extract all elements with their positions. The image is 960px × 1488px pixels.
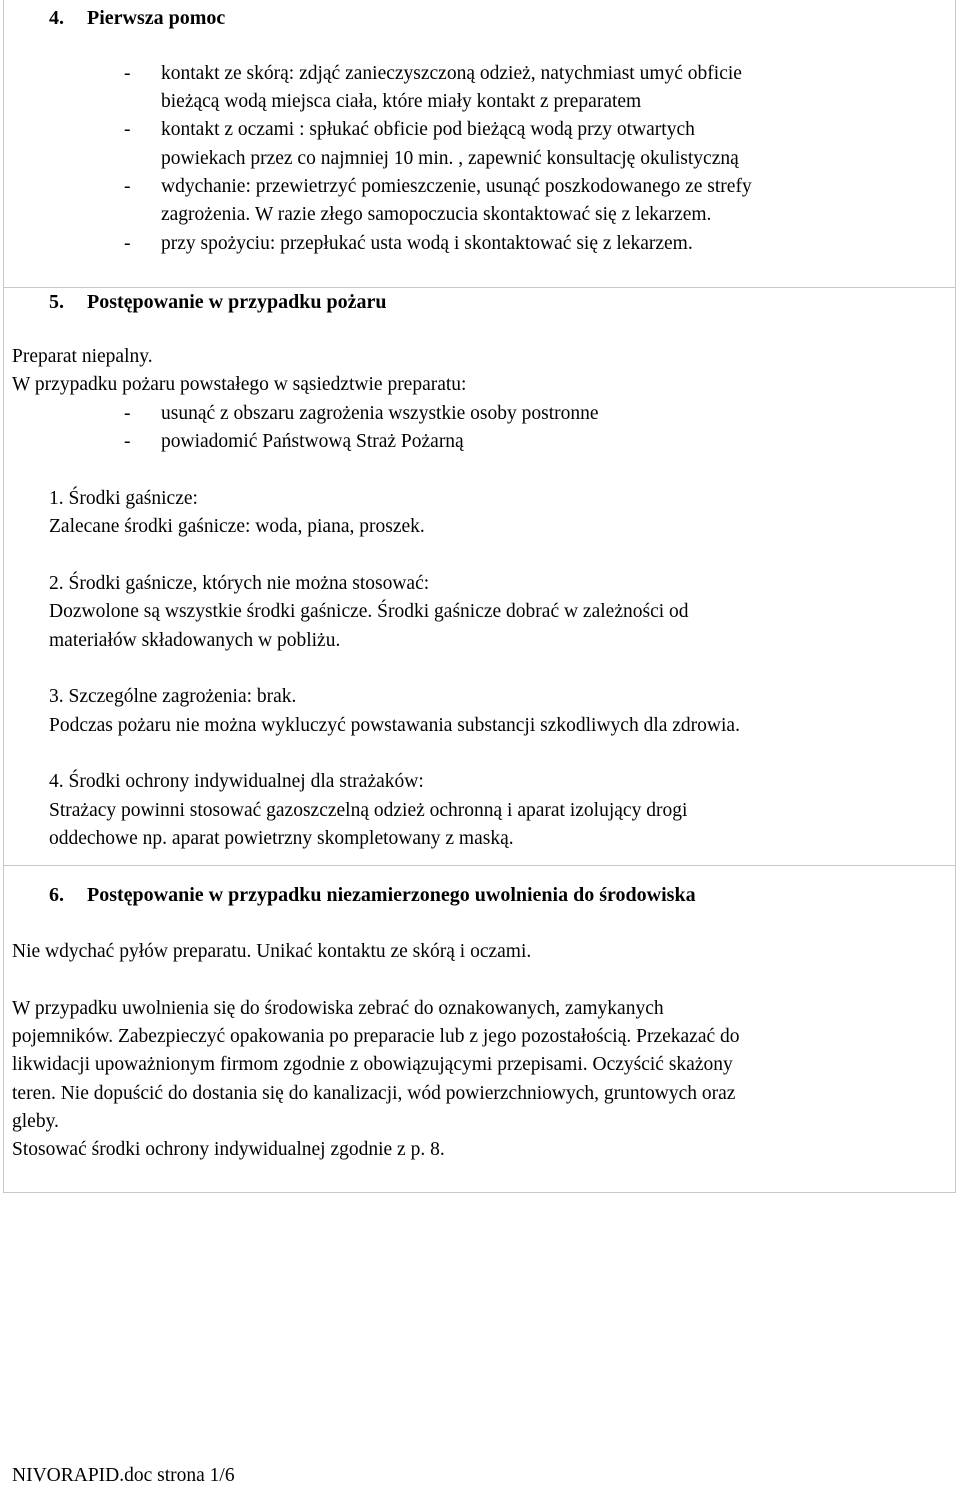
extinguishers-heading: 1. Środki gaśnicze: (49, 488, 198, 509)
section-6-number: 6. (49, 884, 64, 906)
section-5-heading (49, 288, 386, 316)
forbidden-extinguishers-line-2: materiałów składowanych w pobliżu. (49, 630, 341, 651)
release-para-2-line-3: likwidacji upoważnionym firmom zgodnie z obowiązującymi przepisami. Oczyścić skażony (12, 1054, 733, 1075)
firefighter-ppe-heading: 4. Środki ochrony indywidualnej dla strażaków: (49, 771, 424, 792)
release-para-2-line-2: pojemników. Zabezpieczyć opakowania po preparacie lub z jego pozostałością. Przekazać do (12, 1026, 740, 1047)
section-4-heading (49, 4, 225, 32)
section-4-title: Pierwsza pomoc (87, 7, 226, 29)
release-para-2-line-1: W przypadku uwolnienia się do środowiska zebrać do oznakowanych, zamykanych (12, 998, 664, 1019)
special-hazards-heading: 3. Szczególne zagrożenia: brak. (49, 686, 297, 707)
release-para-2-line-5: gleby. (12, 1111, 59, 1132)
bullet-4-3: - (124, 176, 131, 197)
bullet-4-1: - (124, 63, 131, 84)
first-aid-eyes-line-1: kontakt z oczami : spłukać obficie pod bieżącą wodą przy otwartych (161, 119, 695, 140)
first-aid-skin-line-2: bieżącą wodą miejsca ciała, które miały kontakt z preparatem (161, 91, 642, 112)
special-hazards-text: Podczas pożaru nie można wykluczyć powstawania substancji szkodliwych dla zdrowia. (49, 715, 740, 736)
fire-action-1: usunąć z obszaru zagrożenia wszystkie osoby postronne (161, 403, 599, 424)
release-para-1: Nie wdychać pyłów preparatu. Unikać kontaktu ze skórą i oczami. (12, 941, 532, 962)
extinguishers-text: Zalecane środki gaśnicze: woda, piana, proszek. (49, 516, 425, 537)
fire-intro-2: W przypadku pożaru powstałego w sąsiedztwie preparatu: (12, 374, 467, 395)
bullet-5-2: - (124, 431, 131, 452)
section-4-number: 4. (49, 7, 64, 29)
section-5-number: 5. (49, 291, 64, 313)
bullet-5-1: - (124, 403, 131, 424)
release-para-2-line-4: teren. Nie dopuścić do dostania się do kanalizacji, wód powierzchniowych, gruntowych oraz (12, 1083, 736, 1104)
firefighter-ppe-line-2: oddechowe np. aparat powietrzny skompletowany z maską. (49, 828, 514, 849)
section-6-title: Postępowanie w przypadku niezamierzonego uwolnienia do środowiska (87, 884, 696, 906)
bullet-4-4: - (124, 233, 131, 254)
firefighter-ppe-line-1: Strażacy powinni stosować gazoszczelną odzież ochronną i aparat izolujący drogi (49, 800, 688, 821)
section-6-heading (49, 881, 696, 909)
release-para-3: Stosować środki ochrony indywidualnej zgodnie z p. 8. (12, 1139, 445, 1160)
fire-intro-1: Preparat niepalny. (12, 346, 153, 367)
forbidden-extinguishers-line-1: Dozwolone są wszystkie środki gaśnicze. Środki gaśnicze dobrać w zależności od (49, 601, 689, 622)
first-aid-skin-line-1: kontakt ze skórą: zdjąć zanieczyszczoną odzież, natychmiast umyć obficie (161, 63, 742, 84)
bullet-4-2: - (124, 119, 131, 140)
fire-action-2: powiadomić Państwową Straż Pożarną (161, 431, 464, 452)
section-5-title: Postępowanie w przypadku pożaru (87, 291, 387, 313)
first-aid-eyes-line-2: powiekach przez co najmniej 10 min. , zapewnić konsultację okulistyczną (161, 148, 739, 169)
forbidden-extinguishers-heading: 2. Środki gaśnicze, których nie można stosować: (49, 573, 430, 594)
first-aid-inhalation-line-2: zagrożenia. W razie złego samopoczucia skontaktować się z lekarzem. (161, 204, 712, 225)
first-aid-inhalation-line-1: wdychanie: przewietrzyć pomieszczenie, usunąć poszkodowanego ze strefy (161, 176, 752, 197)
page-footer: NIVORAPID.doc strona 1/6 (12, 1465, 235, 1486)
first-aid-ingestion-line: przy spożyciu: przepłukać usta wodą i skontaktować się z lekarzem. (161, 233, 693, 254)
